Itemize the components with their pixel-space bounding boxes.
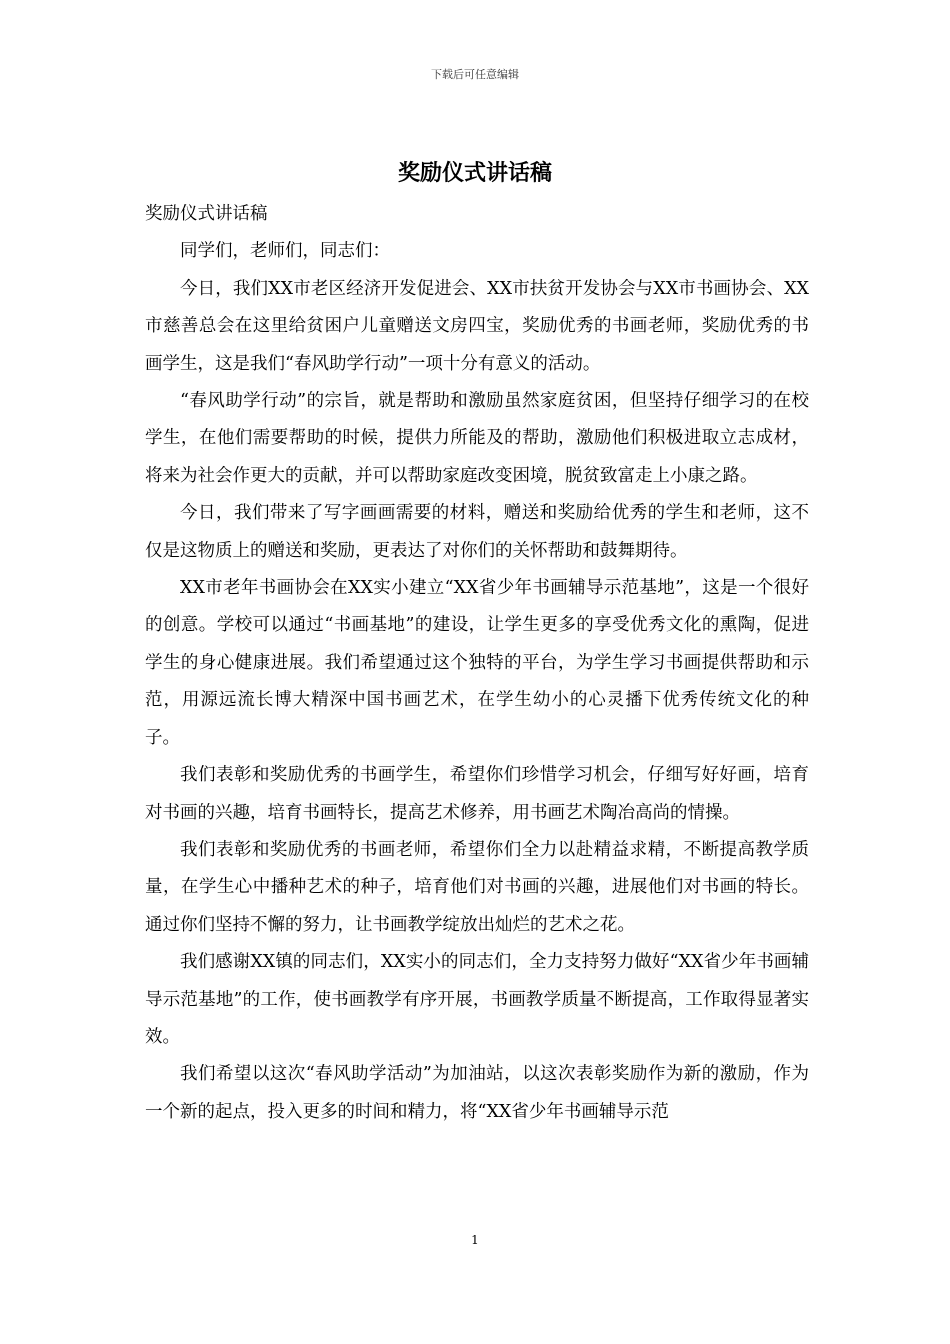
paragraph: 我们表彰和奖励优秀的书画老师，希望你们全力以赴精益求精，不断提高教学质量，在学生心中播种艺术的种子，培育他们对书画的兴趣，进展他们对书画的特长。通过你们坚持不懈的努力，让书画教学绽放出灿烂的艺术之花。 bbox=[145, 839, 809, 935]
document-body bbox=[145, 196, 809, 1131]
document-title: 奖励仪式讲话稿 bbox=[397, 161, 552, 186]
paragraph: 今日，我们带来了写字画画需要的材料，赠送和奖励给优秀的学生和老师，这不仅是这物质上的赠送和奖励，更表达了对你们的关怀帮助和鼓舞期待。 bbox=[145, 503, 809, 561]
paragraph: 我们希望以这次“春风助学活动”为加油站，以这次表彰奖励作为新的激励，作为一个新的起点，投入更多的时间和精力，将“XX省少年书画辅导示范 bbox=[145, 1064, 809, 1122]
paragraph: XX市老年书画协会在XX实小建立“XX省少年书画辅导示范基地”，这是一个很好的创意。学校可以通过“书画基地”的建设，让学生更多的享受优秀文化的熏陶，促进学生的身心健康进展。我们希望通过这个独特的平台，为学生学习书画提供帮助和示范，用源远流长博大精深中国书画艺术，在学生幼小的心灵播下优秀传统文化的种子。 bbox=[145, 578, 809, 748]
paragraph: 我们表彰和奖励优秀的书画学生，希望你们珍惜学习机会，仔细写好好画，培育对书画的兴趣，培育书画特长，提高艺术修养，用书画艺术陶冶高尚的情操。 bbox=[145, 765, 809, 823]
page-header: 下载后可任意编辑 bbox=[431, 68, 519, 81]
salutation: 同学们，老师们，同志们： bbox=[180, 241, 390, 262]
document-subtitle: 奖励仪式讲话稿 bbox=[145, 204, 268, 224]
page-number: 1 bbox=[471, 1233, 479, 1247]
paragraph: “春风助学行动”的宗旨，就是帮助和激励虽然家庭贫困，但坚持仔细学习的在校学生，在他们需要帮助的时候，提供力所能及的帮助，激励他们积极进取立志成材，将来为社会作更大的贡献，并可以帮助家庭改变困境，脱贫致富走上小康之路。 bbox=[145, 391, 809, 486]
paragraph: 我们感谢XX镇的同志们，XX实小的同志们，全力支持努力做好“XX省少年书画辅导示范基地”的工作，使书画教学有序开展，书画教学质量不断提高，工作取得显著实效。 bbox=[145, 952, 809, 1047]
paragraph: 今日，我们XX市老区经济开发促进会、XX市扶贫开发协会与XX市书画协会、XX市慈善总会在这里给贫困户儿童赠送文房四宝，奖励优秀的书画老师，奖励优秀的书画学生，这是我们“春风助学行动”一项十分有意义的活动。 bbox=[145, 278, 809, 374]
